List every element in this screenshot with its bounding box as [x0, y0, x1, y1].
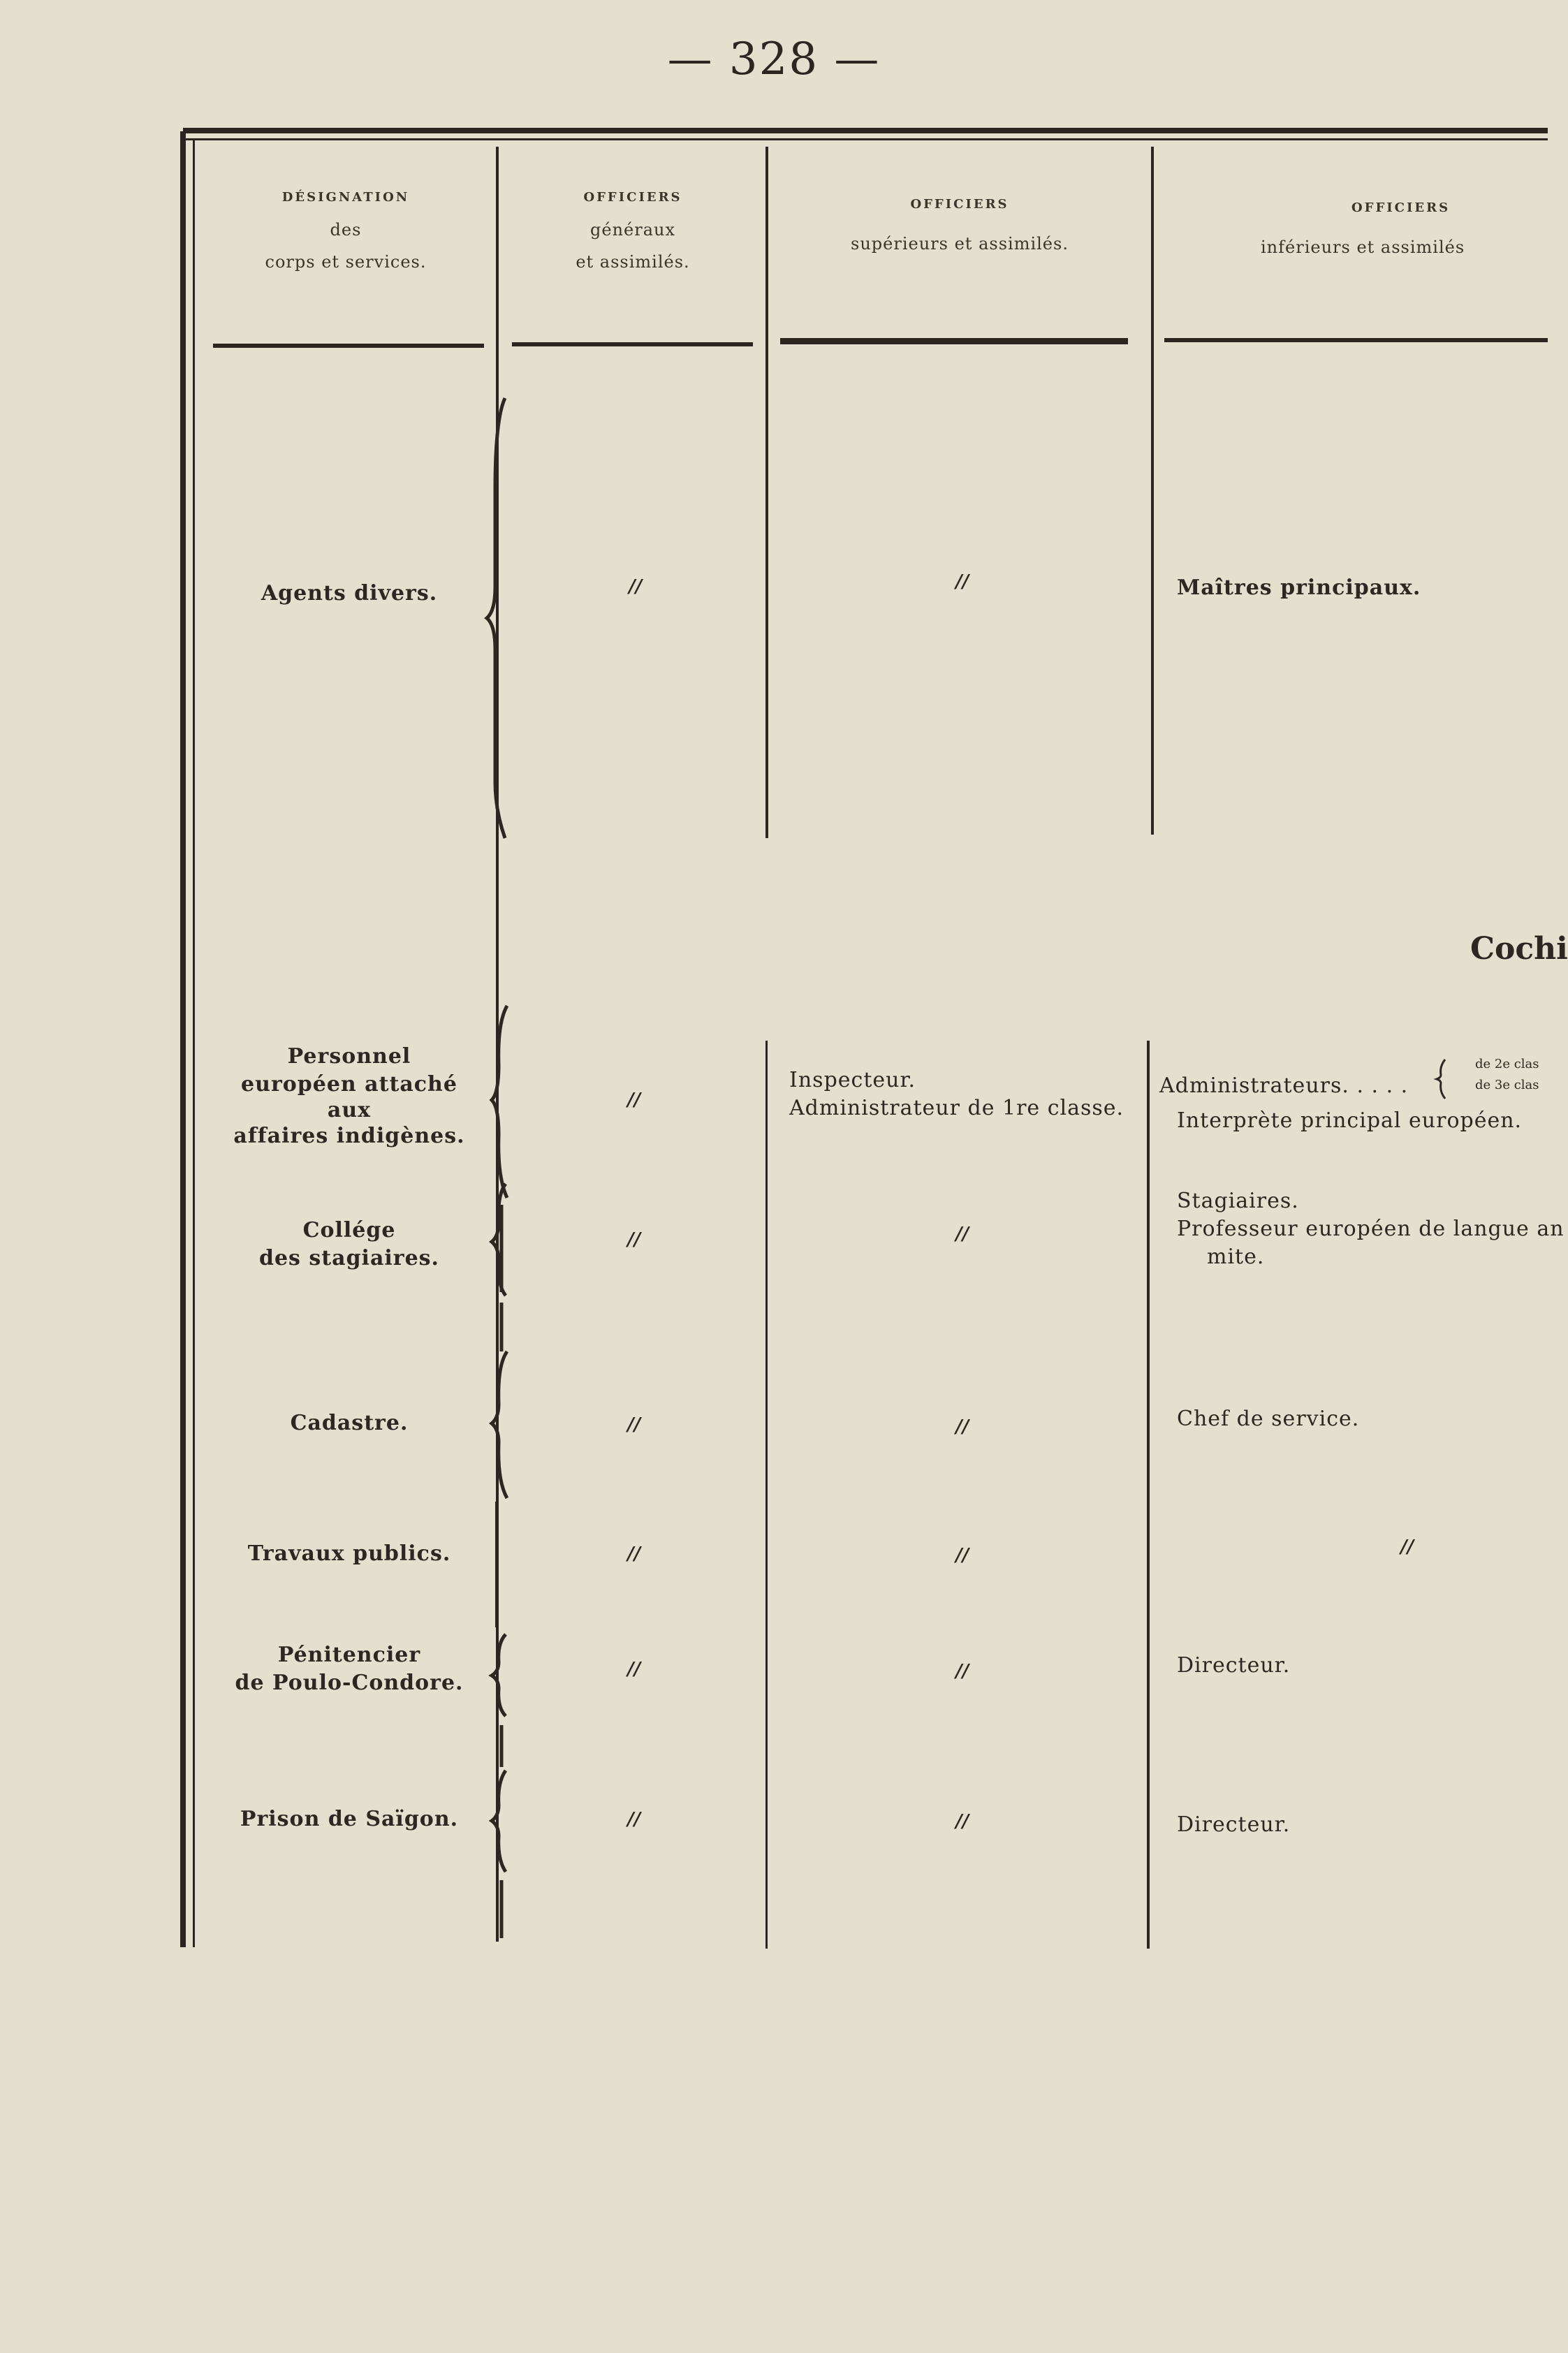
table-left-rule-thin: [193, 140, 195, 1947]
ditto-cadastre-generaux: //: [627, 1414, 640, 1435]
header-designation-line1: DÉSIGNATION: [281, 190, 410, 205]
header-underline-3: [780, 338, 1128, 344]
ditto-agents-generaux: //: [629, 576, 642, 597]
column-divider-3b: [1147, 1041, 1150, 1949]
penitencier-line2: de Poulo-Condore.: [235, 1671, 464, 1695]
ditto-travaux-generaux: //: [627, 1544, 640, 1564]
table-top-rule-thin: [183, 138, 1548, 140]
header-generaux-line1: OFFICIERS: [583, 190, 682, 205]
penitencier-line1: Pénitencier: [277, 1643, 421, 1667]
header-superieurs: [768, 182, 1151, 267]
college-inferieurs-line1: Stagiaires.: [1177, 1189, 1299, 1213]
personnel-inferieurs-line2: Interprète principal européen.: [1177, 1108, 1523, 1133]
brace-cadastre: [489, 1348, 514, 1502]
header-generaux-line3: et assimilés.: [576, 252, 690, 272]
college-inferieurs-line2: Professeur européen de langue an: [1177, 1217, 1565, 1241]
personnel-line1: Personnel: [287, 1044, 411, 1069]
penitencier-inferieurs: Directeur.: [1177, 1653, 1291, 1678]
header-inferieurs: [1229, 185, 1551, 270]
brace-college: [489, 1180, 514, 1355]
header-generaux-line2: généraux: [590, 220, 675, 240]
header-underline-1: [213, 344, 484, 348]
college-line2: des stagiaires.: [258, 1246, 440, 1270]
ditto-travaux-inferieurs: //: [1400, 1537, 1414, 1557]
ditto-penitencier-generaux: //: [627, 1659, 640, 1680]
row-label-travaux: Travaux publics.: [247, 1541, 451, 1566]
personnel-superieurs-line1: Inspecteur.: [789, 1068, 916, 1092]
ditto-college-superieurs: //: [955, 1224, 969, 1245]
header-generaux: [500, 175, 765, 285]
header-underline-4: [1164, 338, 1548, 342]
ditto-prison-superieurs: //: [955, 1811, 969, 1832]
class-3e: de 3e clas: [1475, 1078, 1539, 1092]
ditto-prison-generaux: //: [627, 1809, 640, 1830]
header-inferieurs-line2: inférieurs et assimilés: [1261, 237, 1465, 257]
brace-administrateurs: [1435, 1058, 1449, 1100]
travaux-rule: [495, 1502, 499, 1627]
table-left-rule: [180, 131, 186, 1947]
ditto-travaux-superieurs: //: [955, 1545, 969, 1566]
class-2e: de 2e clas: [1475, 1057, 1539, 1071]
college-line1: Collége: [302, 1218, 396, 1243]
ditto-agents-superieurs: //: [955, 571, 969, 592]
row-label-agents-divers: Agents divers.: [261, 581, 438, 606]
header-superieurs-line2: supérieurs et assimilés.: [851, 234, 1069, 254]
row-label-personnel: [210, 1043, 489, 1150]
brace-agents: [485, 391, 513, 845]
row-label-college: [210, 1217, 489, 1273]
ditto-cadastre-superieurs: //: [955, 1416, 969, 1437]
brace-prison: [489, 1767, 514, 1942]
agents-inferieurs: Maîtres principaux.: [1177, 576, 1421, 600]
header-underline-2: [512, 342, 753, 346]
section-title-cochinchine: Cochi: [1470, 931, 1568, 967]
header-designation-line2: des: [330, 220, 362, 240]
ditto-penitencier-superieurs: //: [955, 1661, 969, 1682]
personnel-line3: aux: [327, 1098, 372, 1122]
personnel-inferieurs-line1: Administrateurs. . . . .: [1159, 1073, 1409, 1098]
header-designation-line3: corps et services.: [265, 252, 427, 272]
row-label-prison: Prison de Saïgon.: [240, 1807, 459, 1831]
ditto-personnel-generaux: //: [627, 1090, 640, 1110]
college-inferieurs-line3: mite.: [1207, 1245, 1265, 1269]
table-top-rule: [183, 128, 1548, 133]
personnel-line2: européen attaché: [241, 1072, 457, 1097]
page-number: — 328 —: [667, 34, 881, 85]
ditto-college-generaux: //: [627, 1229, 640, 1250]
row-label-cadastre: Cadastre.: [290, 1411, 409, 1435]
column-divider-3: [1151, 147, 1154, 835]
row-label-penitencier: [203, 1641, 496, 1697]
personnel-line4: affaires indigènes.: [233, 1124, 465, 1148]
column-divider-2b: [765, 1041, 768, 1949]
header-inferieurs-line1: OFFICIERS: [1351, 200, 1451, 215]
header-superieurs-line1: OFFICIERS: [910, 197, 1009, 212]
prison-inferieurs: Directeur.: [1177, 1812, 1291, 1837]
header-designation: [203, 175, 489, 285]
cadastre-inferieurs: Chef de service.: [1177, 1407, 1360, 1431]
personnel-superieurs-line2: Administrateur de 1re classe.: [789, 1096, 1124, 1120]
brace-penitencier: [489, 1631, 514, 1771]
